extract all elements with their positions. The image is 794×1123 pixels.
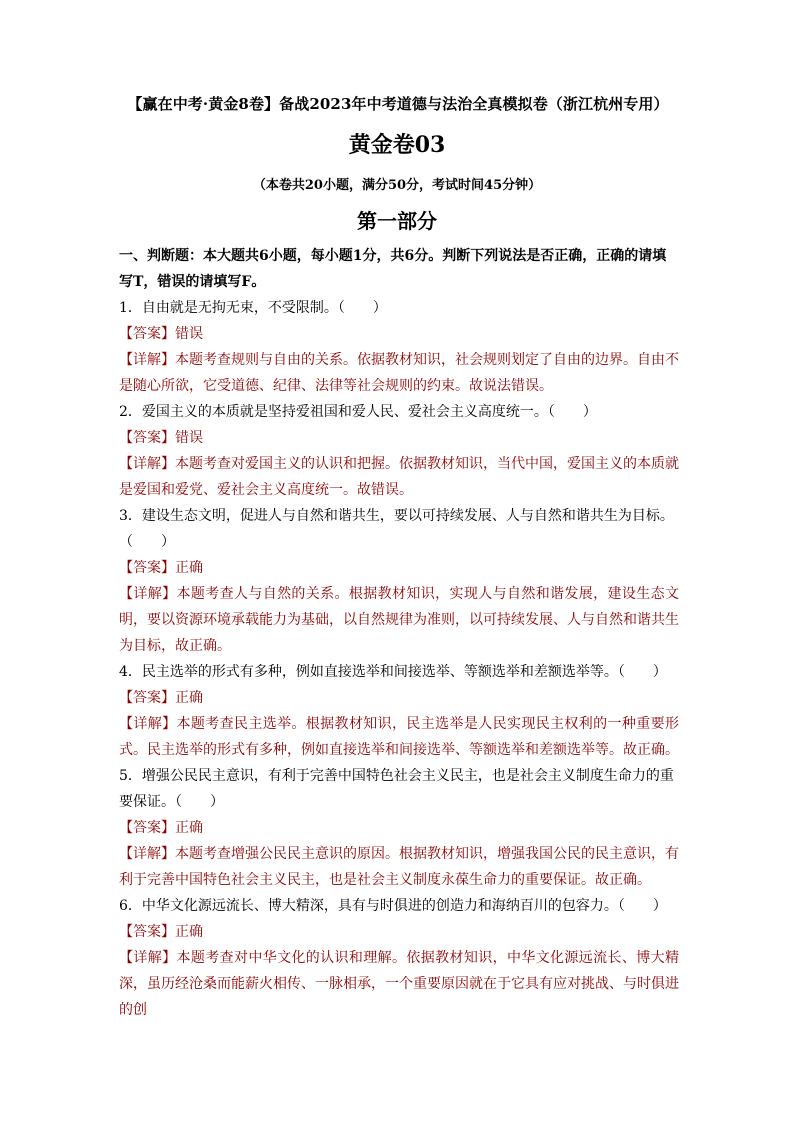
question-list [119,243,679,1023]
explanation-text: 本题考查对爱国主义的认识和把握。依据教材知识，当代中国，爱国主义的本质就是爱国和爱党、爱社会主义高度统一。故错误。 [119,456,679,498]
explanation-text: 本题考查规则与自由的关系。依据教材知识，社会规则划定了自由的边界。自由不是随心所欲，它受道德、纪律、法律等社会规则的约束。故说法错误。 [119,352,679,394]
answer-tag: 【答案】 [119,430,175,446]
answer-value: 正确 [175,690,203,706]
explanation-text: 本题考查民主选举。根据教材知识，民主选举是人民实现民主权利的一种重要形式。民主选举的形式有多种，例如直接选举和间接选举、等额选举和差额选举等。故正确。 [119,716,680,758]
exam-info: （本卷共20小题，满分50分，考试时间45分钟） [252,178,542,193]
explanation-text: 本题考查增强公民民主意识的原因。根据教材知识，增强我国公民的民主意识，有利于完善中国特色社会主义民主，也是社会主义制度永葆生命力的重要保证。故正确。 [119,846,679,888]
question-1: 1．自由就是无拘无束，不受限制。（ ） [119,300,387,316]
explanation-text: 本题考查人与自然的关系。根据教材知识，实现人与自然和谐发展，建设生态文明，要以资源环境承载能力为基础，以自然规律为准则，以可持续发展、人与自然和谐共生为目标，故正确。 [119,586,680,654]
explanation-text: 本题考查对中华文化的认识和理解。依据教材知识，中华文化源远流长、博大精深，虽历经沧桑而能薪火相传、一脉相承，一个重要原因就在于它具有应对挑战、与时俱进的创 [119,950,680,1018]
answer-tag: 【答案】 [119,690,175,706]
explain-tag: 【详解】 [119,352,175,368]
answer-value: 错误 [175,326,203,342]
answer-value: 正确 [175,924,203,940]
explanation-2 [119,451,679,503]
question-2: 2．爱国主义的本质就是坚持爱祖国和爱人民、爱社会主义高度统一。（ ） [119,404,597,420]
explanation-4 [119,711,679,763]
question-6: 6．中华文化源远流长、博大精深，具有与时俱进的创造力和海纳百川的包容力。（ ） [119,898,667,914]
answer-5 [119,815,679,841]
question-3: 3．建设生态文明，促进人与自然和谐共生，要以可持续发展、人与自然和谐共生为目标。（ ） [119,508,674,550]
explain-tag: 【详解】 [119,950,177,966]
explain-tag: 【详解】 [119,716,177,732]
answer-tag: 【答案】 [119,326,175,342]
explanation-5 [119,841,679,893]
explanation-3 [119,581,679,659]
answer-tag: 【答案】 [119,820,175,836]
explain-tag: 【详解】 [119,456,175,472]
section-heading: 一、判断题：本大题共6小题，每小题1分，共6分。判断下列说法是否正确，正确的请填写T，错误的请填写F。 [119,248,667,290]
explanation-6 [119,945,679,1023]
answer-value: 正确 [175,560,203,576]
answer-1 [119,321,679,347]
part-heading: 第一部分 [357,209,437,233]
exam-title: 黄金卷03 [348,132,446,158]
exam-series-header: 【赢在中考·黄金8卷】备战2023年中考道德与法治全真模拟卷（浙江杭州专用） [127,95,669,113]
answer-6 [119,919,679,945]
answer-value: 正确 [175,820,203,836]
answer-2 [119,425,679,451]
explanation-1 [119,347,679,399]
explain-tag: 【详解】 [119,846,175,862]
question-5: 5．增强公民民主意识，有利于完善中国特色社会主义民主，也是社会主义制度生命力的重要保证。（ ） [119,768,674,810]
explain-tag: 【详解】 [119,586,177,602]
answer-value: 错误 [175,430,203,446]
answer-4 [119,685,679,711]
question-4: 4．民主选举的形式有多种，例如直接选举和间接选举、等额选举和差额选举等。（ ） [119,664,667,680]
answer-tag: 【答案】 [119,924,175,940]
answer-tag: 【答案】 [119,560,175,576]
answer-3 [119,555,679,581]
